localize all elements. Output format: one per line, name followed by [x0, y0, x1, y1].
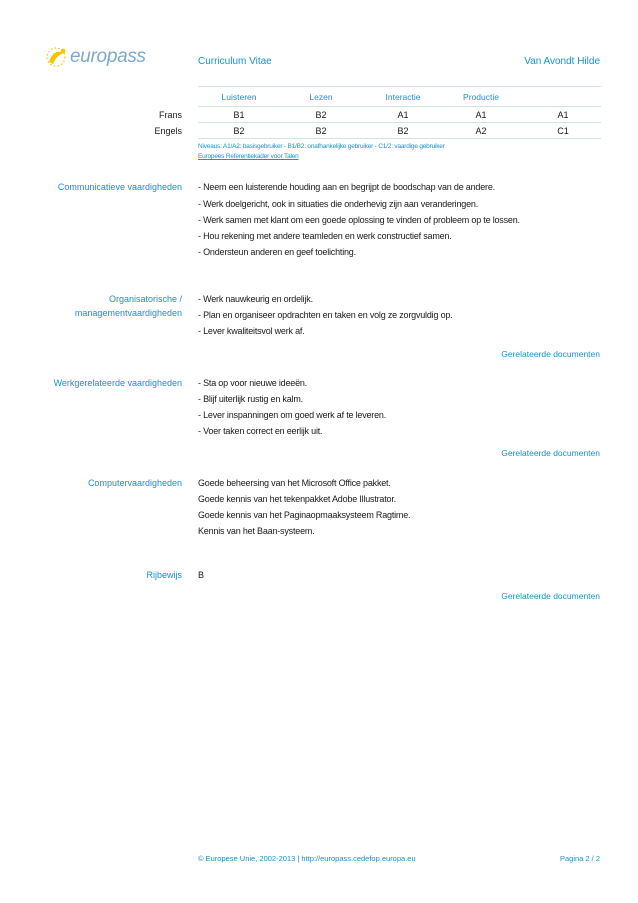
table-cell: A2	[475, 126, 487, 136]
list-item: - Werk doelgericht, ook in situaties die onderhevig zijn aan veranderingen.	[198, 199, 479, 209]
table-rule-bottom	[198, 138, 601, 139]
document-title: Curriculum Vitae	[198, 56, 272, 67]
list-item: - Voer taken correct en eerlijk uit.	[198, 426, 323, 436]
language-name: Engels	[154, 126, 182, 136]
europass-stars-icon	[40, 44, 72, 70]
list-item: - Werk samen met klant om een goede oplossing te vinden of probleem op te lossen.	[198, 215, 520, 225]
related-documents-link[interactable]: Gerelateerde documenten	[501, 591, 600, 601]
related-documents-link[interactable]: Gerelateerde documenten	[501, 448, 600, 458]
framework-link[interactable]: Europees Referentiekader voor Talen	[198, 153, 299, 160]
job-related-skills-label: Werkgerelateerde vaardigheden	[53, 378, 182, 388]
table-cell: B2	[315, 126, 327, 136]
table-cell: B2	[397, 126, 409, 136]
list-item: - Blijf uiterlijk rustig en kalm.	[198, 394, 303, 404]
table-cell: B2	[315, 110, 327, 120]
list-item: Goede kennis van het tekenpakket Adobe Illustrator.	[198, 494, 396, 504]
table-cell: C1	[557, 126, 569, 136]
europass-logo	[40, 44, 150, 70]
page-number: Pagina 2 / 2	[559, 854, 600, 863]
europass-logo-text: europass	[70, 46, 146, 67]
table-cell: B1	[233, 110, 245, 120]
list-item: - Neem een luisterende houding aan en begrijpt de boodschap van de andere.	[198, 182, 495, 192]
list-item: - Sta op voor nieuwe ideeën.	[198, 378, 307, 388]
table-rule-top	[198, 86, 601, 87]
related-documents-link[interactable]: Gerelateerde documenten	[501, 349, 600, 359]
list-item: - Ondersteun anderen en geef toelichting.	[198, 247, 356, 257]
column-production: Productie	[463, 92, 499, 102]
list-item: - Lever kwaliteitsvol werk af.	[198, 326, 305, 336]
table-cell: A1	[557, 110, 569, 120]
footer-copyright: © Europese Unie, 2002-2013 | http://europass.cedefop.europa.eu	[198, 854, 416, 863]
list-item: Goede beheersing van het Microsoft Office pakket.	[198, 478, 391, 488]
organisational-skills-label	[32, 292, 182, 320]
list-item: Goede kennis van het Paginaopmaaksysteem Ragtime.	[198, 510, 411, 520]
list-item: Kennis van het Baan-systeem.	[198, 526, 315, 536]
list-item: - Plan en organiseer opdrachten en taken en volg ze zorgvuldig op.	[198, 310, 453, 320]
computer-skills-label: Computervaardigheden	[87, 478, 182, 488]
column-interaction: Interactie	[385, 92, 421, 102]
organisational-label-line2: managementvaardigheden	[74, 308, 182, 318]
table-cell: B2	[233, 126, 245, 136]
candidate-name: Van Avondt Hilde	[524, 56, 600, 67]
column-reading: Lezen	[309, 92, 333, 102]
table-rule-header	[198, 106, 601, 107]
table-rule-row	[198, 122, 601, 123]
column-listening: Luisteren	[221, 92, 257, 102]
table-cell: A1	[397, 110, 409, 120]
list-item: - Hou rekening met andere teamleden en werk constructief samen.	[198, 231, 452, 241]
communicative-skills-label: Communicatieve vaardigheden	[57, 182, 182, 192]
levels-note: Niveaus: A1/A2: basisgebruiker - B1/B2: onafhankelijke gebruiker - C1/2: vaardige gebruiker	[198, 143, 445, 150]
table-cell: A1	[475, 110, 487, 120]
list-item: - Lever inspanningen om goed werk af te leveren.	[198, 410, 387, 420]
language-name: Frans	[158, 110, 182, 120]
list-item: - Werk nauwkeurig en ordelijk.	[198, 294, 313, 304]
driving-licence-label: Rijbewijs	[146, 570, 182, 580]
driving-licence-value: B	[198, 570, 204, 580]
organisational-label-line1: Organisatorische /	[108, 294, 182, 304]
